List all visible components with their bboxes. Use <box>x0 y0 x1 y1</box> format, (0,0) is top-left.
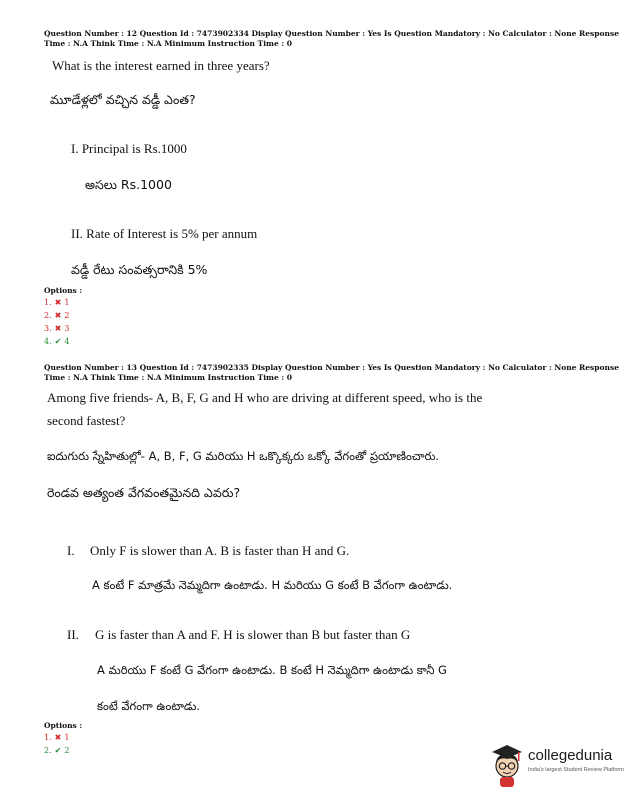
q13-meta-line1: Question Number : 13 Question Id : 7473902335 Display Question Number : Yes Is Question Mandatory : No Calculator : None Response <box>44 363 619 372</box>
q12-statement-1-te: అసలు Rs.1000 <box>85 177 172 192</box>
q12-option-2[interactable] <box>44 311 69 320</box>
cross-icon: ✖ <box>54 733 62 742</box>
mascot-icon <box>488 740 526 788</box>
q13-statement-2-te-line1: A మరియు F కంటే G వేగంగా ఉంటాడు. B కంటే H నెమ్మదిగా ఉంటాడు కానీ G <box>97 663 447 677</box>
q12-statement-1-en: I. Principal is Rs.1000 <box>71 141 187 156</box>
q13-statement-2-num: II. <box>67 627 79 642</box>
option-number: 3. <box>44 324 52 333</box>
q13-statement-1-num: I. <box>67 543 75 558</box>
q13-statement-1-te: A కంటే F మాత్రమే నెమ్మదిగా ఉంటాడు. H మరియు G కంటే B వేగంగా ఉంటాడు. <box>92 578 453 592</box>
q12-question-en: What is the interest earned in three years? <box>52 58 270 73</box>
q12-meta-line1: Question Number : 12 Question Id : 7473902334 Display Question Number : Yes Is Question Mandatory : No Calculator : None Response <box>44 29 619 38</box>
q12-option-3[interactable] <box>44 324 69 333</box>
option-number: 4. <box>44 337 52 346</box>
option-value: 3 <box>64 324 70 333</box>
check-icon: ✔ <box>54 746 62 755</box>
option-number: 2. <box>44 311 52 320</box>
option-value: 4 <box>64 337 70 346</box>
option-value: 1 <box>64 733 70 742</box>
q13-statement-2-en: G is faster than A and F. H is slower than B but faster than G <box>95 627 411 642</box>
logo-name: collegedunia <box>528 747 613 764</box>
q13-question-en-line2: second fastest? <box>47 413 126 428</box>
option-value: 2 <box>64 746 70 755</box>
q12-option-1[interactable] <box>44 298 69 307</box>
check-icon: ✔ <box>54 337 62 346</box>
q13-question-te-line2: రెండవ అత్యంత వేగవంతమైనది ఎవరు? <box>47 485 241 500</box>
q12-statement-2-te: వడ్డీ రేటు సంవత్సరానికి 5% <box>71 262 208 277</box>
q13-question-te-line1: ఐదుగురు స్నేహితుల్లో- A, B, F, G మరియు H ఒక్కొక్కరు ఒక్కో వేగంతో ప్రయాణించారు. <box>47 449 439 463</box>
cross-icon: ✖ <box>54 311 62 320</box>
cross-icon: ✖ <box>54 324 62 333</box>
q12-option-4[interactable] <box>44 337 69 346</box>
q12-meta-line2: Time : N.A Think Time : N.A Minimum Instruction Time : 0 <box>44 39 292 48</box>
option-value: 2 <box>64 311 70 320</box>
option-value: 1 <box>64 298 70 307</box>
q12-statement-2-en: II. Rate of Interest is 5% per annum <box>71 226 258 241</box>
q13-meta-line2: Time : N.A Think Time : N.A Minimum Instruction Time : 0 <box>44 373 292 382</box>
collegedunia-logo[interactable] <box>488 740 624 788</box>
q13-option-2[interactable] <box>44 746 69 755</box>
cross-icon: ✖ <box>54 298 62 307</box>
q12-question-te: మూడేళ్లలో వచ్చిన వడ్డీ ఎంత? <box>50 92 196 107</box>
option-number: 1. <box>44 733 52 742</box>
q13-options-label: Options : <box>44 721 83 730</box>
q13-statement-2-te-line2: కంటే వేగంగా ఉంటాడు. <box>97 699 201 713</box>
q13-question-en-line1: Among five friends- A, B, F, G and H who are driving at different speed, who is the <box>47 390 483 405</box>
option-number: 2. <box>44 746 52 755</box>
option-number: 1. <box>44 298 52 307</box>
q13-option-1[interactable] <box>44 733 69 742</box>
q12-options-label: Options : <box>44 286 83 295</box>
q13-statement-1-en: Only F is slower than A. B is faster than H and G. <box>90 543 350 558</box>
logo-tagline: India's largest Student Review Platform <box>528 767 624 773</box>
